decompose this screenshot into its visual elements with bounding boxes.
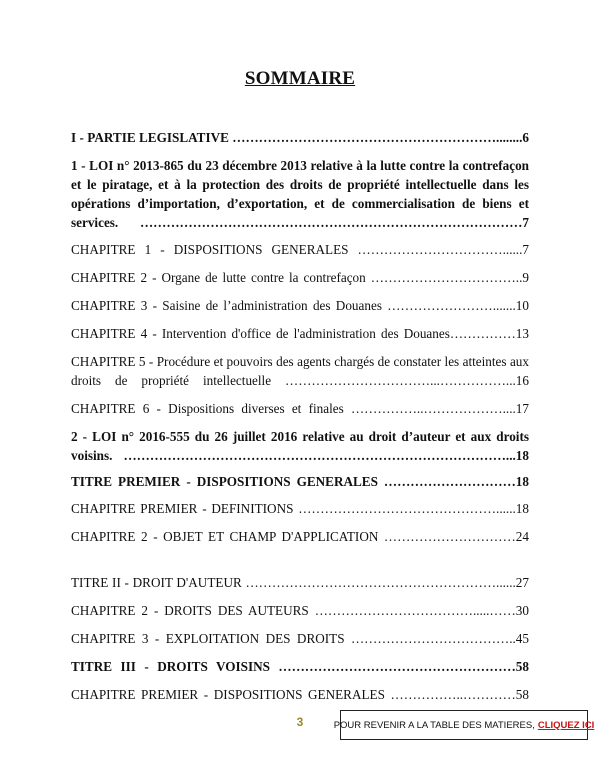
toc-entry-chapitre-premier-definitions[interactable] xyxy=(71,499,529,518)
page-title: SOMMAIRE xyxy=(244,68,356,89)
toc-entry-chapitre-2-droits[interactable] xyxy=(71,601,529,620)
toc-link[interactable]: CHAPITRE 2 - Organe de lutte contre la contrefaçon ……………………………..9 xyxy=(71,270,529,285)
toc-entry-titre-premier[interactable] xyxy=(71,472,529,491)
toc-link[interactable]: 1 - LOI n° 2013-865 du 23 décembre 2013 relative à la lutte contre la contrefaçon et le piratage, et à la protection des droits de propriété intellectuelle dans les opérations d’importation, d’exportation, et de commercialisation de biens et services. ……………………………………………………………………………7 xyxy=(71,158,529,230)
toc-link[interactable]: CHAPITRE 1 - DISPOSITIONS GENERALES ……………………………......7 xyxy=(71,242,529,257)
toc-entry-chapitre-2-objet[interactable] xyxy=(71,527,529,546)
return-link[interactable]: CLIQUEZ ICI xyxy=(537,719,595,731)
toc-link[interactable]: CHAPITRE 2 - DROITS DES AUTEURS ……………………………….....……30 xyxy=(71,603,529,618)
toc-entry-chapitre-3[interactable] xyxy=(71,296,529,315)
toc-link[interactable]: CHAPITRE PREMIER - DEFINITIONS ………………………………………......18 xyxy=(71,501,529,516)
toc-entry-chapitre-1[interactable] xyxy=(71,240,529,259)
toc-link[interactable]: TITRE PREMIER - DISPOSITIONS GENERALES …………………………18 xyxy=(71,474,529,489)
toc-link[interactable]: CHAPITRE 2 - OBJET ET CHAMP D'APPLICATION …………………………24 xyxy=(71,529,529,544)
toc-entry-chapitre-2[interactable] xyxy=(71,268,529,287)
toc-link[interactable]: TITRE III - DROITS VOISINS ………………………………………………58 xyxy=(71,659,529,674)
return-text: POUR REVENIR A LA TABLE DES MATIERES, xyxy=(333,719,535,731)
return-to-toc-box xyxy=(333,710,595,740)
toc-link[interactable]: CHAPITRE 3 - EXPLOITATION DES DROITS ………………………………..45 xyxy=(71,631,529,646)
toc-entry-chapitre-4[interactable] xyxy=(71,324,529,343)
toc-entry-loi-2016-555[interactable] xyxy=(71,427,529,465)
toc-link[interactable]: I - PARTIE LEGISLATIVE ……………………………………………………........6 xyxy=(71,130,529,145)
toc-link[interactable]: CHAPITRE 3 - Saisine de l’administration des Douanes …………………….......10 xyxy=(71,298,529,313)
toc-link[interactable]: CHAPITRE 6 - Dispositions diverses et finales ……………..………………....17 xyxy=(71,401,529,416)
toc-entry-partie-legislative[interactable] xyxy=(71,128,529,147)
toc-link[interactable]: CHAPITRE 4 - Intervention d'office de l'administration des Douanes……………13 xyxy=(71,326,529,341)
toc-entry-chapitre-premier-dispositions[interactable] xyxy=(71,685,529,704)
toc-entry-loi-2013-865[interactable] xyxy=(71,156,529,232)
page-number: 3 xyxy=(296,715,304,729)
toc-link[interactable]: TITRE II - DROIT D'AUTEUR …………………………………………………......27 xyxy=(71,575,529,590)
toc-entry-chapitre-5[interactable] xyxy=(71,352,529,390)
toc-link[interactable]: 2 - LOI n° 2016-555 du 26 juillet 2016 relative au droit d’auteur et aux droits voisins. ……………………………………………………………………………...18 xyxy=(71,429,529,463)
toc-entry-chapitre-6[interactable] xyxy=(71,399,529,418)
toc-link[interactable]: CHAPITRE 5 - Procédure et pouvoirs des agents chargés de constater les atteintes aux droits de propriété intellectuelle ……………………………...……………...16 xyxy=(71,354,529,388)
toc-entry-chapitre-3-exploitation[interactable] xyxy=(71,629,529,648)
toc-entry-titre-iii[interactable] xyxy=(71,657,529,676)
toc-entry-titre-ii[interactable] xyxy=(71,573,529,592)
toc-link[interactable]: CHAPITRE PREMIER - DISPOSITIONS GENERALES ……………..…………58 xyxy=(71,687,529,702)
